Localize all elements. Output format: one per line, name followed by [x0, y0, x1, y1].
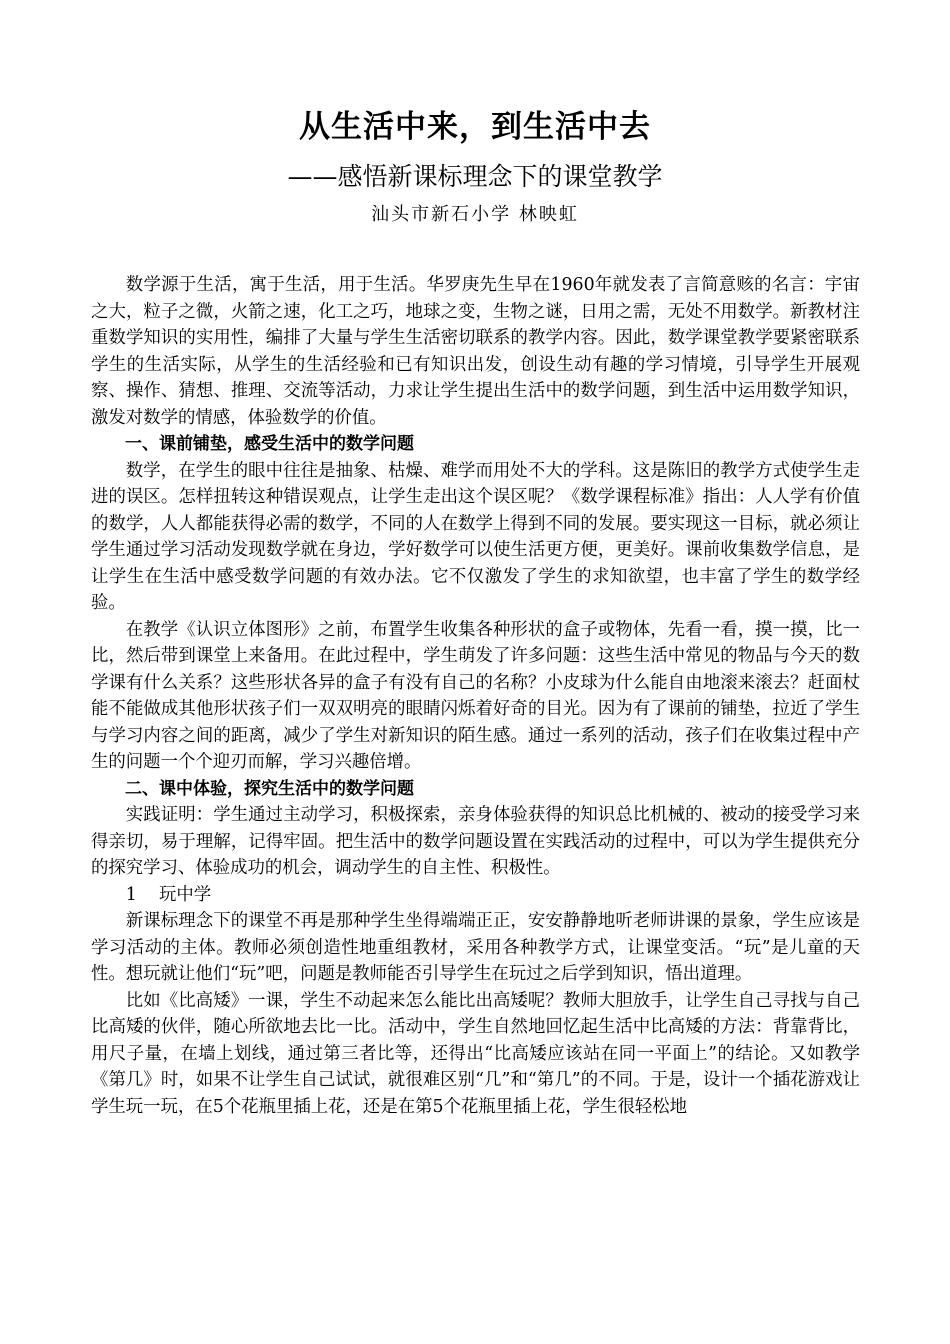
- section-heading: 一、课前铺垫，感受生活中的数学问题: [125, 434, 414, 454]
- paragraph: 实践证明：学生通过主动学习，积极探索，亲身体验获得的知识总比机械的、被动的接受学习来得亲切，易于理解，记得牢固。把生活中的数学问题设置在实践活动的过程中，可以为学生提供充分的探究学习、体验成功的机会，调动学生的自主性、积极性。: [91, 805, 860, 878]
- section-heading: 二、课中体验，探究生活中的数学问题: [125, 778, 414, 799]
- article-body: [91, 272, 860, 1120]
- author-line: 汕头市新石小学 林映虹: [371, 204, 579, 225]
- paragraph: 比如《比高矮》一课，学生不动起来怎么能比出高矮呢？教师大胆放手，让学生自己寻找与自己比高矮的伙伴，随心所欲地去比一比。活动中，学生自然地回忆起生活中比高矮的方法：背靠背比，用尺子量，在墙上划线，通过第三者比等，还得出“比高矮应该站在同一平面上”的结论。又如教学《第几》时，如果不让学生自己试试，就很难区别“几”和“第几”的不同。于是，设计一个插花游戏让学生玩一玩，在5个花瓶里插上花，还是在第5个花瓶里插上花，学生很轻松地: [91, 990, 860, 1117]
- paragraph: 数学源于生活，寓于生活，用于生活。华罗庚先生早在1960年就发表了言简意赅的名言：宇宙之大，粒子之微，火箭之速，化工之巧，地球之变，生物之谜，日用之需，无处不用数学。新教材注重数学知识的实用性，编排了大量与学生生活密切联系的教学内容。因此，数学课堂教学要紧密联系学生的生活实际，从学生的生活经验和已有知识出发，创设生动有趣的学习情境，引导学生开展观察、操作、猜想、推理、交流等活动，力求让学生提出生活中的数学问题，到生活中运用数学知识，激发对数学的情感，体验数学的价值。: [91, 275, 860, 428]
- paragraph: 在教学《认识立体图形》之前，布置学生收集各种形状的盒子或物体，先看一看，摸一摸，比一比，然后带到课堂上来备用。在此过程中，学生萌发了许多问题：这些生活中常见的物品与今天的数学课有什么关系？这些形状各异的盒子有没有自己的名称？小皮球为什么能自由地滚来滚去？赶面杖能不能做成其他形状孩子们一双双明亮的眼睛闪烁着好奇的目光。因为有了课前的铺垫，拉近了学生与学习内容之间的距离，减少了学生对新知识的陌生感。通过一系列的活动，孩子们在收集过程中产生的问题一个个迎刃而解，学习兴趣倍增。: [91, 619, 860, 772]
- paragraph: 数学，在学生的眼中往往是抽象、枯燥、难学而用处不大的学科。这是陈旧的教学方式使学生走进的误区。怎样扭转这种错误观点，让学生走出这个误区呢？《数学课程标准》指出：人人学有价值的数学，人人都能获得必需的数学，不同的人在数学上得到不同的发展。要实现这一目标，就必须让学生通过学习活动发现数学就在身边，学好数学可以使生活更方便，更美好。课前收集数学信息，是让学生在生活中感受数学问题的有效办法。它不仅激发了学生的求知欲望，也丰富了学生的数学经验。: [91, 460, 860, 613]
- subsection-heading: 1 玩中学: [125, 884, 212, 905]
- document-title: 从生活中来，到生活中去: [299, 109, 651, 145]
- document-subtitle: ——感悟新课标理念下的课堂教学: [287, 162, 663, 191]
- paragraph: 新课标理念下的课堂不再是那种学生坐得端端正正，安安静静地听老师讲课的景象，学生应该是学习活动的主体。教师必须创造性地重组教材，采用各种教学方式，让课堂变活。“玩”是儿童的天性。想玩就让他们“玩”吧，问题是教师能否引导学生在玩过之后学到知识，悟出道理。: [91, 911, 860, 984]
